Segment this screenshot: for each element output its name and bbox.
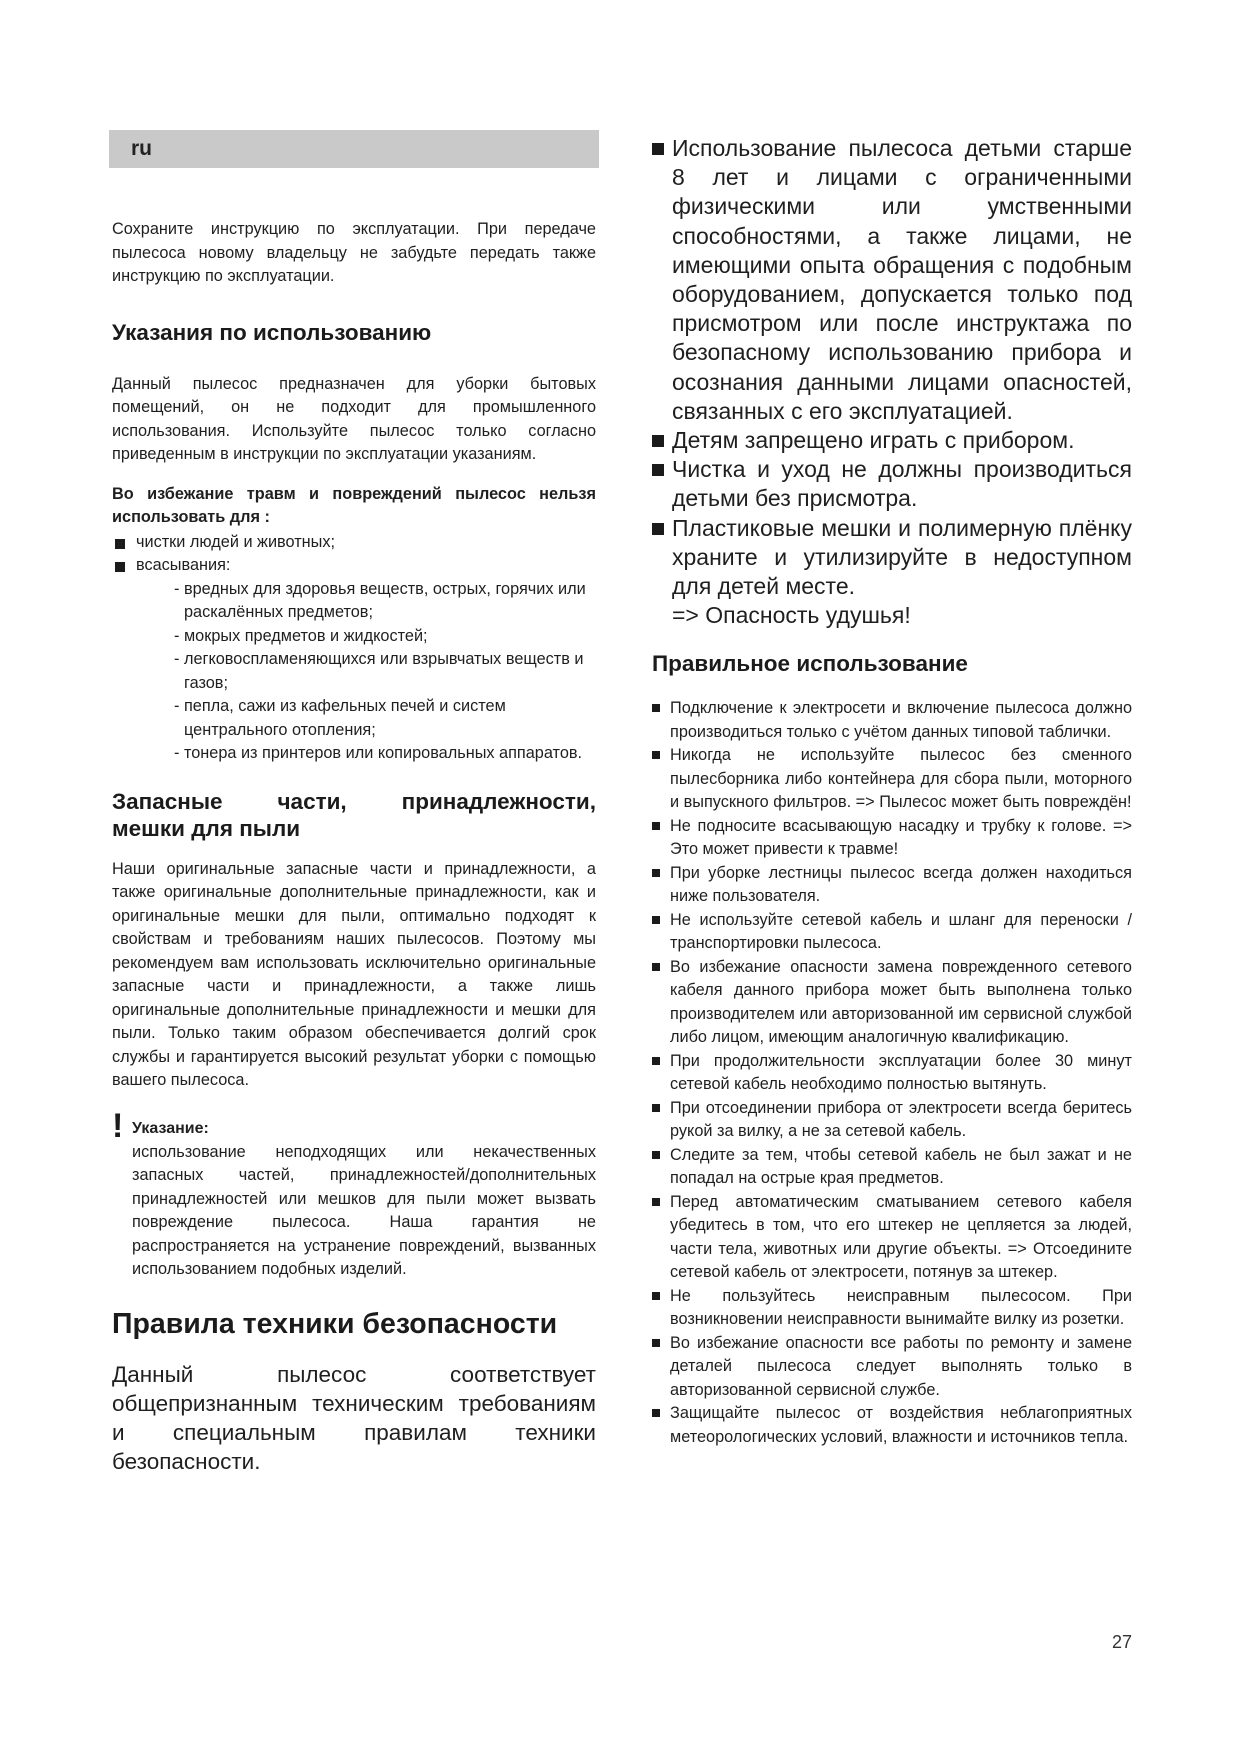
list-item: Следите за тем, чтобы сетевой кабель не был зажат и не попадал на острые края предметов. [652,1144,1132,1191]
list-item: чистки людей и животных; [112,531,596,555]
exclamation-icon: ! [112,1106,124,1145]
list-item-label: Пластиковые мешки и полимерную плёнку храните и утилизируйте в недоступном для детей месте. [672,514,1132,600]
list-item: При отсоединении прибора от электросети всегда беритесь рукой за вилку, а не за сетевой кабель. [652,1097,1132,1144]
safety-heading: Правила техники безопасности [112,1307,558,1340]
suction-sublist [136,578,596,766]
list-item: Никогда не используйте пылесос без сменного пылесборника либо контейнера для сбора пыли, моторного и выпускного фильтров. => Пылесос может быть повреждён! [652,744,1132,815]
suffocation-warning: => Опасность удушья! [672,602,911,629]
sublist-item: - мокрых предметов и жидкостей; [174,626,428,645]
warning-list [112,531,596,766]
list-item: Чистка и уход не должны производиться детьми без присмотра. [652,455,1132,513]
right-column [652,134,1132,1449]
usage-paragraph: Данный пылесос предназначен для уборки бытовых помещений, он не подходит для промышленного использования. Используйте пылесос только согласно приведенным в инструкции по эксплуатации указаниям. [112,374,596,463]
list-item: Подключение к электросети и включение пылесоса должно производиться только с учётом данных типовой таблички. [652,697,1132,744]
usage-heading: Указания по использованию [112,319,432,345]
left-column [112,130,596,1476]
list-item [112,554,596,766]
intro-paragraph: Сохраните инструкцию по эксплуатации. При передаче пылесоса новому владельцу не забудьте передать также инструкцию по эксплуатации. [112,220,596,285]
warning-heading: Во избежание травм и повреждений пылесос нельзя использовать для : [112,484,596,526]
page-number: 27 [1111,1632,1132,1652]
sublist-item: - тонера из принтеров или копировальных аппаратов. [174,744,583,762]
list-item: Не используйте сетевой кабель и шланг для переноски /транспортировки пылесоса. [652,909,1132,956]
list-item [652,514,1132,631]
proper-use-heading: Правильное использование [652,651,968,677]
list-item: Не подносите всасывающую насадку и трубку к голове. => Это может привести к травме! [652,815,1132,862]
parts-heading-line2: мешки для пыли [112,815,301,841]
list-item: При продолжительности эксплуатации более 30 минут сетевой кабель необходимо полностью вытянуть. [652,1050,1132,1097]
list-item-label: всасывания: [136,556,231,574]
note-title: Указание: [132,1119,209,1137]
list-item: Детям запрещено играть с прибором. [652,426,1132,455]
list-item: Во избежание опасности все работы по ремонту и замене деталей пылесоса следует выполнять только в авторизованной сервисной службе. [652,1332,1132,1403]
list-item: Перед автоматическим сматыванием сетевого кабеля убедитесь в том, что его штекер не цепляется за людей, части тела, животных или другие объекты. => Отсоедините сетевой кабель от электросети, потянув за штекер. [652,1191,1132,1285]
safety-paragraph: Данный пылесос соответствует общепризнанным техническим требованиям и специальным правилам техники безопасности. [112,1361,596,1474]
proper-use-list [652,697,1132,1449]
note-paragraph: использование неподходящих или некачественных запасных частей, принадлежностей/дополнительных принадлежностей или мешков для пыли может вызвать повреждение пылесоса. Наша гарантия не распространяется на устранение повреждений, вызванных использованием подобных изделий. [132,1142,596,1278]
parts-paragraph: Наши оригинальные запасные части и принадлежности, а также оригинальные дополнительные принадлежности, как и оригинальные мешки для пыли, оптимально подходят к свойствам и требованиям наших пылесосов. Поэтому мы рекомендуем вам использовать исключительно оригинальные запасные части и принадлежности, а также лишь оригинальные дополнительные принадлежности и мешки для пыли. Только таким образом обеспечивается долгий срок службы и гарантируется высокий результат уборки с помощью вашего пылесоса. [112,859,596,1089]
list-item: При уборке лестницы пылесос всегда должен находиться ниже пользователя. [652,862,1132,909]
list-item: Не пользуйтесь неисправным пылесосом. При возникновении неисправности вынимайте вилку из розетки. [652,1285,1132,1332]
list-item: Использование пылесоса детьми старше 8 лет и лицами с ограниченными физическими или умственными способностями, а также лицами, не имеющими опыта обращения с подобным оборудованием, допускается только под присмотром или после инструктажа по безопасному использованию прибора и осознания данными лицами опасностей, связанных с его эксплуатацией. [652,134,1132,426]
sublist-item: - пепла, сажи из кафельных печей и систем центрального отопления; [174,697,506,739]
parts-heading-line1: Запасные части, принадлежности, [112,788,596,814]
list-item: Защищайте пылесос от воздействия неблагоприятных метеорологических условий, влажности и источников тепла. [652,1402,1132,1449]
sublist-item: - легковоспламеняющихся или взрывчатых веществ и газов; [174,650,584,692]
sublist-item: - вредных для здоровья веществ, острых, горячих или раскалённых предметов; [174,579,586,621]
list-item: Во избежание опасности замена поврежденного сетевого кабеля данного прибора может быть выполнена только производителем или авторизованной им сервисной службой либо лицом, имеющим аналогичную квалификацию. [652,956,1132,1050]
safety-list [652,134,1132,630]
language-tag: ru [109,130,599,168]
note-block [112,1106,596,1282]
